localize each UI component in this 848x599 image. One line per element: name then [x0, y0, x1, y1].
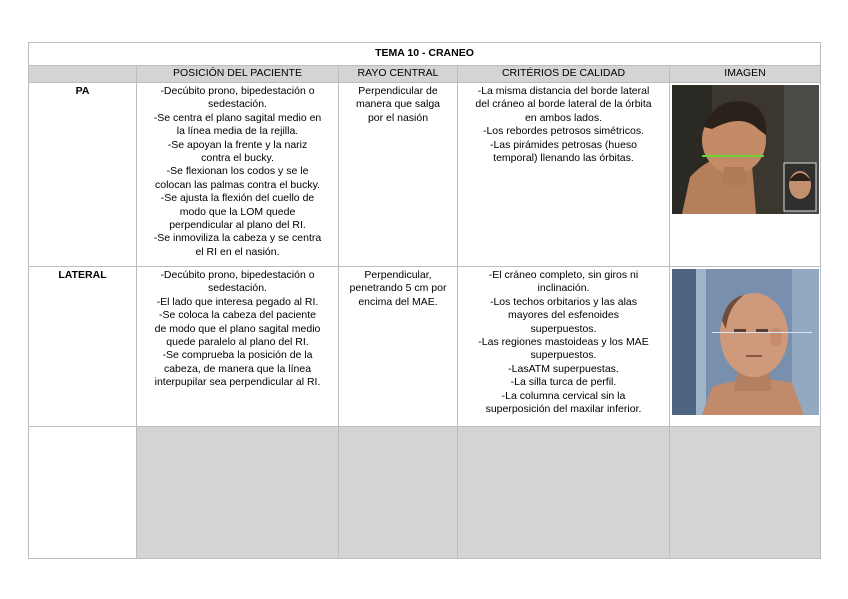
text-line: del cráneo al borde lateral de la órbita — [475, 98, 652, 111]
text-line: la línea media de la rejilla. — [176, 125, 299, 138]
text-line: el RI en el nasión. — [195, 245, 280, 258]
imagen-cell — [670, 83, 821, 267]
text-line: -La columna cervical sin la — [501, 389, 626, 402]
table-row-empty — [29, 427, 821, 559]
text-line: superpuestos. — [530, 349, 597, 362]
text-line: en ambos lados. — [524, 111, 603, 124]
text-line: inclinación. — [537, 282, 590, 295]
text-line: interpupilar sea perpendicular al RI. — [154, 376, 321, 389]
header-rayo: RAYO CENTRAL — [339, 66, 458, 83]
text-line: -Decúbito prono, bipedestación o — [160, 269, 315, 281]
header-blank — [29, 66, 137, 83]
text-line: superposición del maxilar inferior. — [485, 403, 642, 416]
text-line: cabeza, de manera que la línea — [163, 362, 312, 375]
empty-cell — [339, 427, 458, 559]
lateral-position-photo — [672, 269, 819, 415]
text-line: mayores del esfenoides — [508, 309, 619, 322]
text-line: manera que salga — [355, 98, 441, 111]
text-line: sedestación. — [208, 98, 267, 111]
text-line: de modo que el plano sagital medio — [154, 322, 321, 335]
text-line: temporal) llenando las órbitas. — [493, 152, 634, 165]
header-posicion: POSICIÓN DEL PACIENTE — [137, 66, 339, 83]
text-line: -La silla turca de perfil. — [510, 376, 617, 389]
text-line: Perpendicular, — [364, 269, 432, 281]
text-line: -Decúbito prono, bipedestación o — [160, 85, 315, 97]
text-line: encima del MAE. — [358, 295, 438, 308]
text-line: -Los techos orbitarios y las alas — [489, 295, 638, 308]
text-line: penetrando 5 cm por — [349, 282, 447, 295]
text-line: colocan las palmas contra el bucky. — [155, 178, 320, 191]
empty-cell — [29, 427, 137, 559]
text-line: superpuestos. — [530, 322, 597, 335]
empty-cell — [670, 427, 821, 559]
table-row-lateral — [29, 267, 821, 427]
criterios-cell — [458, 267, 670, 427]
row-label: LATERAL — [29, 267, 137, 427]
text-line: -Las regiones mastoideas y los MAE — [478, 336, 649, 349]
text-line: -Se inmoviliza la cabeza y se centra — [153, 232, 322, 245]
empty-cell — [458, 427, 670, 559]
text-line: -Las pirámides petrosas (hueso — [489, 138, 638, 151]
text-line: modo que la LOM quede — [179, 205, 296, 218]
text-line: -La misma distancia del borde lateral — [477, 85, 650, 97]
text-line: -Se flexionan los codos y se le — [166, 165, 309, 178]
lateral-photo-illustration — [672, 269, 819, 415]
text-line: -Se ajusta la flexión del cuello de — [160, 192, 315, 205]
text-line: -LasATM superpuestas. — [508, 362, 619, 375]
row-label: PA — [29, 83, 137, 267]
text-line: perpendicular al plano del RI. — [169, 219, 306, 232]
pa-position-photo — [672, 85, 819, 214]
rayo-cell — [339, 267, 458, 427]
text-line: sedestación. — [208, 282, 267, 295]
skull-positioning-table — [28, 42, 821, 559]
posicion-cell — [137, 267, 339, 427]
criterios-cell — [458, 83, 670, 267]
text-line: -Se coloca la cabeza del paciente — [158, 309, 317, 322]
pa-photo-illustration — [672, 85, 819, 214]
text-line: -Se comprueba la posición de la — [162, 349, 313, 362]
text-line: Perpendicular de — [358, 85, 438, 97]
text-line: quede paralelo al plano del RI. — [166, 336, 309, 349]
header-criterios: CRITÉRIOS DE CALIDAD — [458, 66, 670, 83]
imagen-cell — [670, 267, 821, 427]
text-line: contra el bucky. — [201, 152, 274, 165]
text-line: por el nasión — [367, 111, 429, 124]
text-line: -Se apoyan la frente y la nariz — [167, 138, 308, 151]
rayo-cell — [339, 83, 458, 267]
text-line: -Se centra el plano sagital medio en — [153, 111, 322, 124]
text-line: -El lado que interesa pegado al RI. — [156, 295, 319, 308]
posicion-cell — [137, 83, 339, 267]
text-line: -El cráneo completo, sin giros ni — [488, 269, 639, 281]
table-row-pa — [29, 83, 821, 267]
header-imagen: IMAGEN — [670, 66, 821, 83]
text-line: -Los rebordes petrosos simétricos. — [482, 125, 645, 138]
table-title: TEMA 10 - CRANEO — [29, 43, 821, 66]
header-row — [29, 66, 821, 83]
empty-cell — [137, 427, 339, 559]
